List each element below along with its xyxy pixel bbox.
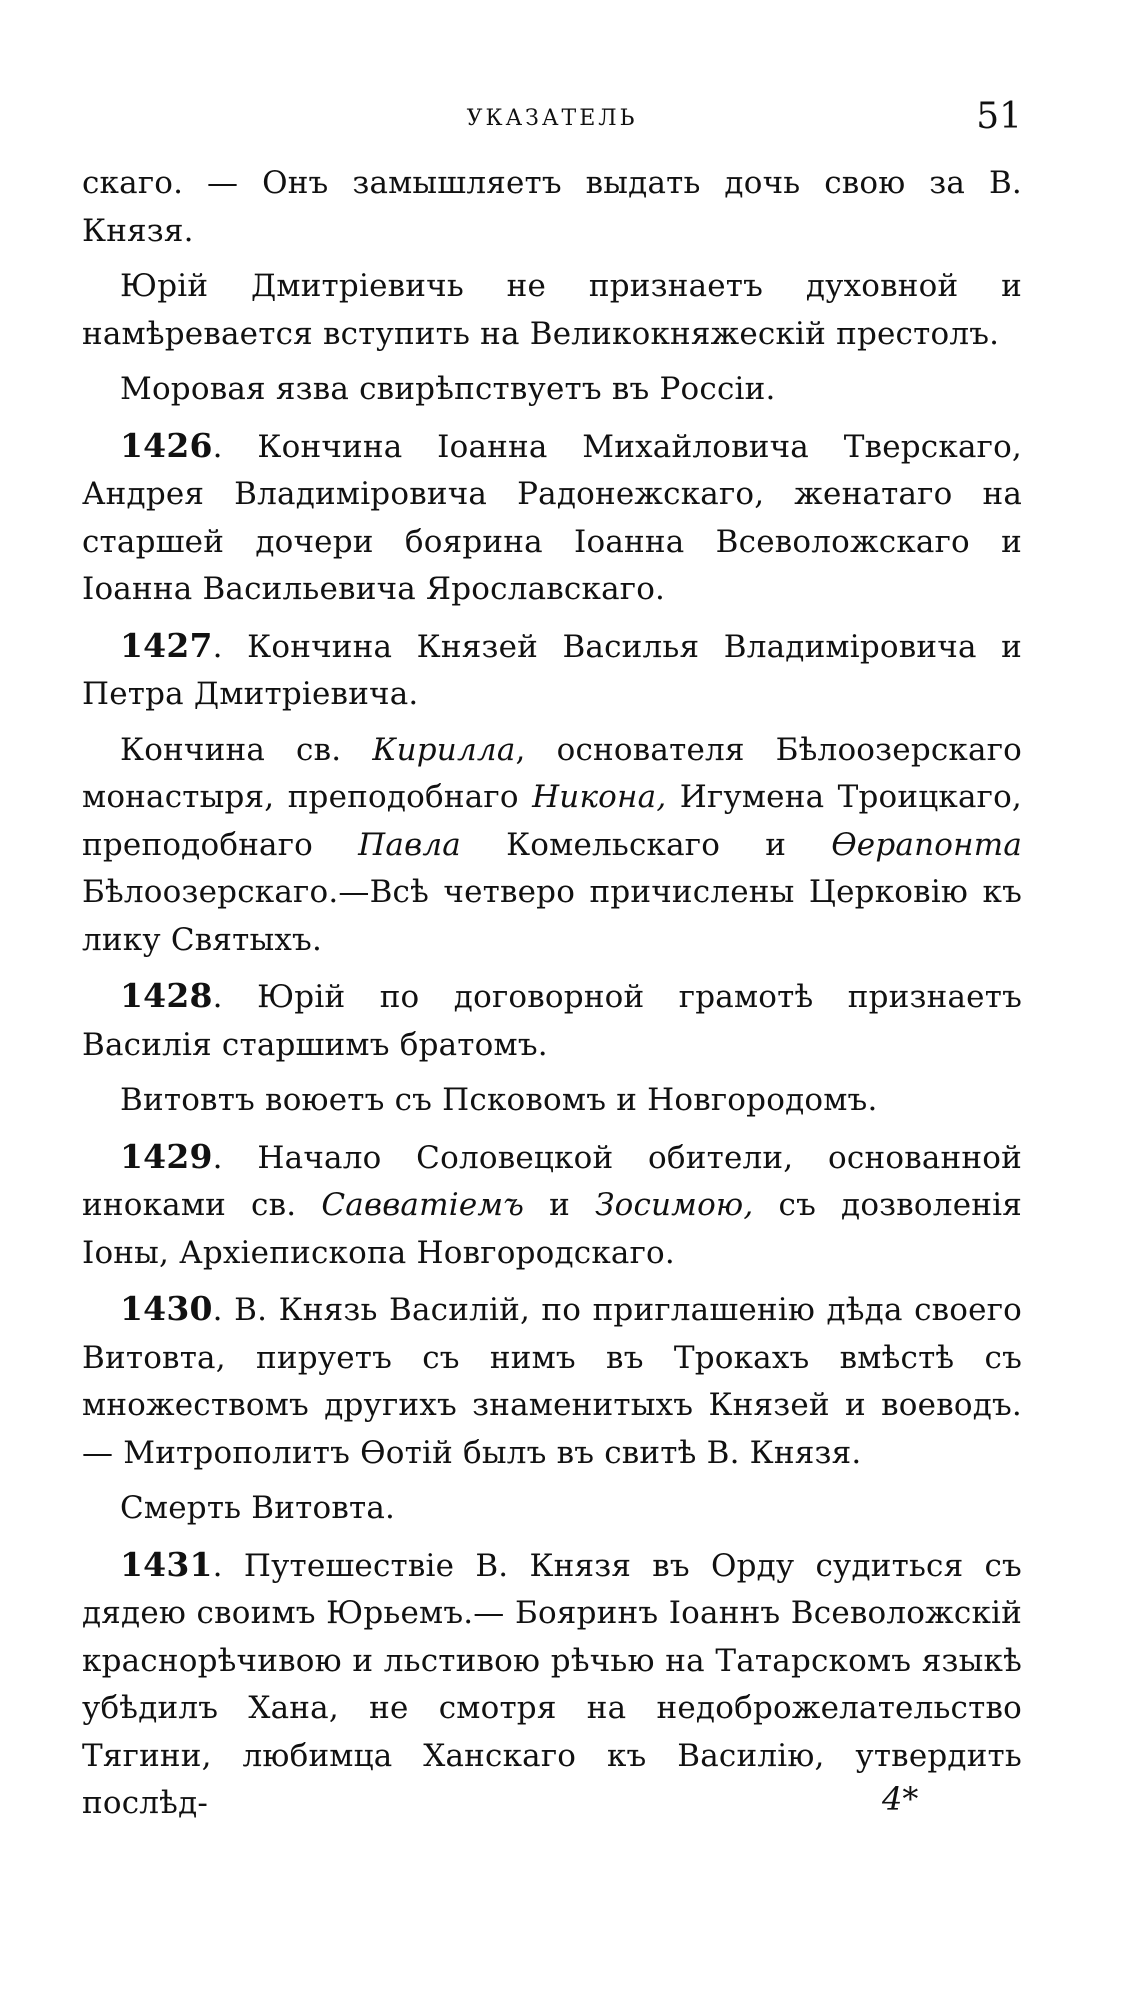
saint-name: Павла [358,826,461,863]
entry-1426 [82,422,1022,614]
saint-name: Ѳерапонта [831,826,1022,863]
paragraph-vitovt-war: Витовтъ воюетъ съ Псковомъ и Новгородомъ. [120,1082,878,1118]
saint-name: Савватіемъ [321,1187,525,1223]
entry-text: . В. Князь Василій, по приглашенію дѣда своего Витовта, пируетъ съ нимъ въ Трокахъ вмѣстѣ съ множествомъ другихъ знаменитыхъ Князей и воеводъ.— Митрополитъ Ѳотій былъ въ свитѣ В. Князя. [82,1292,1022,1471]
year-label: 1431 [120,1544,213,1584]
text-segment: Бѣлоозерскаго.—Всѣ четверо причислены Церковію къ лику Святыхъ. [82,874,1022,958]
year-label: 1426 [120,425,213,465]
paragraph-continuation: скаго. — Онъ замышляетъ выдать дочь свою за В. Князя. [82,165,1022,249]
page-number: 51 [976,96,1022,137]
text-segment: Комельскаго и [460,826,832,863]
saint-name: Зосимою, [595,1187,754,1223]
entry-text: . Путешествіе В. Князя въ Орду судиться съ дядею своимъ Юрьемъ.— Бояринъ Іоаннъ Всеволожскій краснорѣчивою и льстивою рѣчью на Татарскомъ языкѣ убѣдилъ Хана, не смотря на недоброжелательство Тягини, любимца Ханскаго къ Василію, утвердить послѣд- [82,1547,1022,1821]
year-label: 1430 [120,1289,213,1328]
signature-mark: 4* [882,1780,919,1818]
paragraph-vitovt-death: Смерть Витовта. [120,1490,396,1526]
entry-text: . Юрій по договорной грамотѣ признаетъ Василія старшимъ братомъ. [82,979,1022,1063]
year-label: 1429 [120,1136,213,1176]
text-segment: . Начало Соловецкой обители, основанной иноками св. [82,1139,1022,1223]
paragraph-plague: Моровая язва свирѣпствуетъ въ Россіи. [120,371,776,407]
entry-1427 [82,622,1022,719]
running-head: УКАЗАТЕЛЬ [466,106,638,131]
paragraph-yuri-will: Юрій Дмитріевичь не признаетъ духовной и намѣревается вступить на Великокняжескій престолъ. [82,268,1022,352]
page-header [82,96,1022,140]
saint-name: Кирилла [372,731,516,768]
text-segment: , основателя Бѣлоозерскаго монастыря, преподобнаго [82,731,1022,815]
text-segment: и [524,1187,596,1223]
entry-text: . Кончина Князей Василья Владиміровича и Петра Дмитріевича. [82,628,1022,712]
entry-1429 [82,1133,1022,1278]
entry-1431 [82,1541,1022,1828]
year-label: 1428 [120,976,213,1015]
text-segment: Игумена Троицкаго, преподобнаго [82,779,1022,863]
paragraph-saints [82,727,1022,965]
saint-name: Никона, [532,779,667,815]
year-label: 1427 [120,625,213,665]
entry-text: . Кончина Іоанна Михайловича Тверскаго, Андрея Владиміровича Радонежскаго, женатаго на старшей дочери боярина Іоанна Всеволожскаго и Іоанна Васильевича Ярославскаго. [82,428,1022,607]
page-body [82,160,1022,1836]
entry-1430 [82,1285,1022,1477]
text-segment: Кончина св. [120,731,373,768]
entry-1428 [82,972,1022,1069]
text-segment: съ дозволенія Іоны, Архіепископа Новгородскаго. [82,1187,1022,1271]
